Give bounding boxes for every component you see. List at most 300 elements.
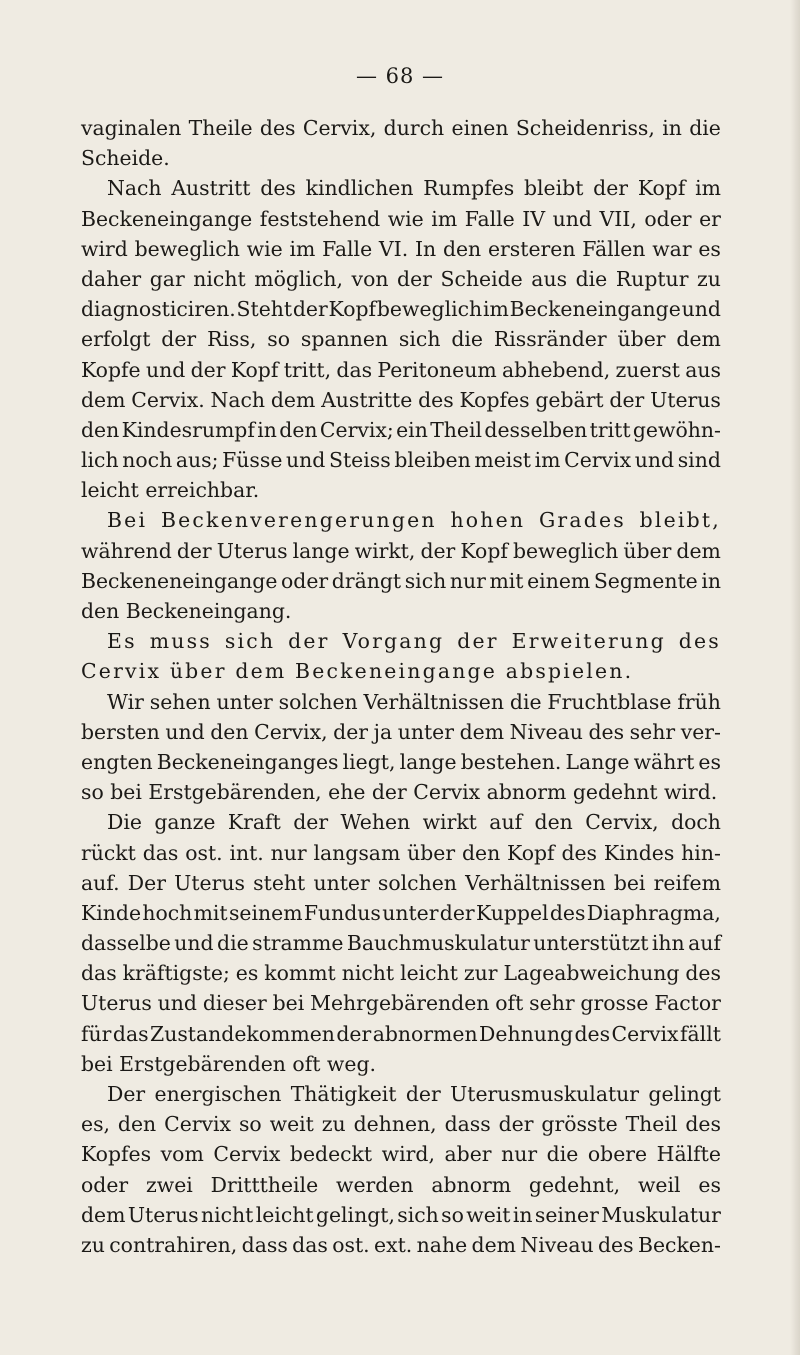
word: seinem — [228, 900, 303, 925]
word: Füsse — [222, 448, 283, 473]
word: nahe — [416, 1232, 468, 1257]
word: den — [81, 417, 120, 442]
text-line — [81, 1079, 721, 1109]
word: Beckeneingange — [81, 206, 253, 231]
word: es, — [81, 1112, 111, 1137]
word: tritt, — [283, 357, 332, 382]
word: des — [598, 1232, 634, 1257]
word: Cervix — [213, 1142, 281, 1167]
word: es — [235, 961, 259, 986]
word: feststehend — [259, 206, 381, 231]
word: bleibt — [523, 176, 584, 201]
word: fällt — [679, 1021, 721, 1046]
word: noch — [122, 448, 173, 473]
word: Falle — [464, 206, 515, 231]
text-line — [81, 294, 721, 324]
word: abnorm — [431, 1172, 512, 1197]
word: so — [441, 1202, 464, 1227]
word: oder — [81, 1172, 129, 1197]
word: zur — [463, 961, 498, 986]
word: sehen — [149, 689, 211, 714]
text-line — [81, 204, 721, 234]
text-line — [81, 264, 721, 294]
word: des — [588, 719, 625, 744]
word: zu — [697, 266, 721, 291]
word: und — [157, 991, 197, 1016]
word: weit — [466, 1202, 511, 1227]
word: der — [420, 538, 456, 563]
word: Der — [127, 870, 166, 895]
word: rückt — [81, 840, 136, 865]
word: grosse — [580, 991, 649, 1016]
word: den — [279, 417, 318, 442]
word: der — [439, 900, 475, 925]
word: ganze — [154, 810, 216, 835]
word: der — [288, 629, 330, 654]
word: wie — [246, 236, 283, 261]
word: Uterus — [216, 538, 288, 563]
word: Wehen — [340, 810, 411, 835]
word: Beckeneinganges — [156, 749, 339, 774]
word: den — [442, 236, 482, 261]
word: die — [689, 116, 721, 140]
word: diagnosticiren. — [81, 297, 236, 322]
word: Kinde — [81, 900, 142, 925]
word: Austritte — [321, 387, 413, 412]
word: aus — [531, 266, 568, 291]
word: Theile — [188, 116, 253, 140]
word: Bei — [107, 508, 148, 533]
word: das — [112, 1021, 149, 1046]
word: Lageabweichung — [503, 961, 680, 986]
word: energischen — [154, 1082, 282, 1106]
word: der — [593, 176, 629, 201]
word: Kindes — [603, 840, 675, 865]
word: der — [405, 1082, 441, 1106]
text-line — [81, 868, 721, 898]
word: beweglich — [134, 236, 240, 261]
word: dass — [444, 1112, 491, 1137]
word: Cervix, — [585, 810, 659, 835]
word: In — [414, 236, 437, 261]
word: Rissränder — [493, 327, 607, 352]
word: auf — [688, 931, 721, 956]
word: Der — [107, 1082, 146, 1106]
word: früh — [677, 689, 721, 714]
word: drängt — [331, 568, 402, 593]
text-line — [81, 385, 721, 415]
word: ihn — [651, 931, 685, 956]
word: seiner — [534, 1202, 599, 1227]
word: Steiss — [329, 448, 391, 473]
word: der — [336, 1021, 372, 1046]
text-line: Scheide. — [81, 146, 170, 171]
word: es — [698, 749, 721, 774]
word: im — [431, 206, 458, 231]
word: Grades — [538, 508, 626, 533]
word: gedehnt, — [528, 1172, 621, 1197]
word: Cervix — [611, 1021, 679, 1046]
text-line — [81, 928, 721, 958]
word: bersten — [81, 719, 160, 744]
word: Uterus — [174, 870, 245, 895]
text-line — [81, 355, 721, 385]
word: auf — [489, 810, 523, 835]
word: und — [286, 448, 326, 473]
word: und — [552, 206, 592, 231]
word: gewöhn- — [632, 417, 721, 442]
word: das — [81, 961, 117, 986]
word: mit — [193, 900, 228, 925]
word: Uterus — [127, 1202, 199, 1227]
word: des — [685, 1112, 721, 1137]
word: unter — [313, 870, 370, 895]
word: VII, — [599, 206, 637, 231]
word: Beckeneneingange — [81, 568, 278, 593]
word: Uterus — [81, 991, 152, 1016]
word: stramme — [252, 931, 344, 956]
word: Kopf — [507, 840, 555, 865]
text-line — [81, 1170, 721, 1200]
word: beweglich — [513, 538, 619, 563]
word: dem — [471, 1232, 516, 1257]
word: die — [509, 689, 542, 714]
word: es — [698, 236, 721, 261]
word: nicht — [341, 961, 395, 986]
text-line — [81, 747, 721, 777]
word: Kopf — [230, 357, 279, 382]
word: Mehrgebärenden — [310, 991, 490, 1016]
word: Niveau — [520, 1232, 594, 1257]
word: oder — [644, 206, 692, 231]
word: möglich, — [254, 266, 343, 291]
text-line: leicht erreichbar. — [81, 478, 260, 503]
word: contrahiren, — [109, 1232, 238, 1257]
word: obere — [587, 1142, 648, 1167]
word: Zustandekommen — [150, 1021, 335, 1046]
word: sich — [224, 629, 276, 654]
word: das — [142, 840, 179, 865]
text-line — [81, 173, 721, 203]
word: vom — [160, 1142, 204, 1167]
word: Es — [107, 629, 137, 654]
word: kindlichen — [305, 176, 414, 201]
word: Factor — [654, 991, 721, 1016]
word: Niveau — [509, 719, 583, 744]
text-line — [81, 1109, 721, 1139]
word: sich — [397, 1202, 439, 1227]
text-line: Cervix über dem Beckeneingange abspielen. — [81, 659, 634, 684]
word: nur — [270, 840, 307, 865]
word: Kraft — [227, 810, 281, 835]
word: im — [482, 297, 509, 322]
word: des — [678, 629, 721, 654]
word: dem — [81, 387, 126, 412]
text-line — [81, 445, 721, 475]
word: aus; — [175, 448, 219, 473]
word: dem — [270, 387, 316, 412]
word: und — [634, 448, 675, 473]
word: Fällen — [582, 236, 646, 261]
word: ersteren — [487, 236, 576, 261]
word: der — [176, 538, 212, 563]
word: der — [190, 357, 226, 382]
word: muss — [149, 629, 212, 654]
word: Uterusmuskulatur — [450, 1082, 640, 1106]
text-line — [81, 415, 721, 445]
word: bleibt, — [639, 508, 721, 533]
word: die — [217, 931, 249, 956]
page-edge-shadow — [790, 0, 800, 1355]
word: Kopf — [637, 176, 686, 201]
word: oder — [281, 568, 329, 593]
word: Bauchmuskulatur — [346, 931, 530, 956]
word: tritt — [589, 417, 631, 442]
word: solchen — [377, 870, 457, 895]
text-line: den Beckeneingang. — [81, 599, 292, 623]
word: über — [617, 327, 666, 352]
word: gelingt — [648, 1082, 721, 1106]
word: wird — [81, 236, 128, 261]
text-line — [81, 324, 721, 354]
word: Segmente — [593, 568, 698, 593]
word: über — [407, 840, 456, 865]
word: reifem — [653, 870, 721, 895]
word: dem — [676, 538, 721, 563]
word: doch — [671, 810, 721, 835]
word: er — [699, 206, 721, 231]
word: hin- — [681, 840, 721, 865]
word: sich — [404, 568, 447, 593]
word: Theil — [625, 1112, 678, 1137]
word: gar — [149, 266, 185, 291]
word: in — [512, 1202, 533, 1227]
word: Becken- — [637, 1232, 721, 1257]
word: Kopf — [328, 297, 377, 322]
word: weil — [637, 1172, 681, 1197]
word: der — [609, 387, 645, 412]
word: abnormen — [372, 1021, 478, 1046]
word: den — [534, 810, 573, 835]
word: Scheidenriss, — [515, 116, 655, 140]
word: zuerst — [615, 357, 680, 382]
word: Peritoneum — [377, 357, 497, 382]
word: wirkt, — [354, 538, 416, 563]
word: Thätigkeit — [290, 1082, 397, 1106]
word: Kopfes — [459, 387, 530, 412]
word: aber — [444, 1142, 492, 1167]
word: dem — [81, 1202, 126, 1227]
word: bei — [613, 870, 646, 895]
text-line — [81, 1200, 721, 1230]
word: kommt — [264, 961, 336, 986]
text-line — [81, 505, 721, 535]
word: während — [81, 538, 172, 563]
word: int. — [229, 840, 264, 865]
word: im — [289, 236, 316, 261]
word: ost. — [332, 1232, 370, 1257]
word: so — [238, 1112, 262, 1137]
word: sehr — [629, 719, 676, 744]
word: erfolgt — [81, 327, 151, 352]
word: Die — [107, 810, 142, 835]
word: Uterus — [650, 387, 721, 412]
word: den — [117, 1112, 157, 1137]
word: lich — [81, 448, 119, 473]
word: Dehnung — [479, 1021, 574, 1046]
word: Cervix; — [319, 417, 394, 442]
word: ost. — [185, 840, 223, 865]
word: Steht — [236, 297, 293, 322]
word: Austritt — [171, 176, 251, 201]
word: grösste — [541, 1112, 618, 1137]
word: Lange — [565, 749, 630, 774]
word: Kopf — [460, 538, 508, 563]
word: es — [698, 1172, 721, 1197]
text-line — [81, 234, 721, 264]
word: in — [701, 568, 721, 593]
word: den — [461, 840, 501, 865]
word: Theil — [430, 417, 483, 442]
text-line — [81, 626, 721, 656]
word: Dritttheile — [210, 1172, 319, 1197]
word: einen — [451, 116, 509, 140]
text-line — [81, 717, 721, 747]
word: langsam — [313, 840, 401, 865]
word: der — [293, 810, 329, 835]
word: ver- — [680, 719, 721, 744]
word: hoch — [142, 900, 193, 925]
word: dieser — [202, 991, 267, 1016]
word: steht — [253, 870, 306, 895]
word: auf. — [81, 870, 120, 895]
word: Beckenverengerungen — [160, 508, 437, 533]
word: hohen — [450, 508, 526, 533]
word: sich — [398, 327, 441, 352]
word: Wir — [107, 689, 144, 714]
word: zu — [321, 1112, 346, 1137]
text-line — [81, 1139, 721, 1169]
word: der — [397, 266, 432, 291]
word: nicht — [200, 1202, 254, 1227]
word: leicht — [400, 961, 458, 986]
word: wird, — [381, 1142, 435, 1167]
word: im — [695, 176, 721, 201]
word: von — [351, 266, 389, 291]
word: Kopfes — [81, 1142, 152, 1167]
word: Hälfte — [656, 1142, 721, 1167]
word: bestehen. — [460, 749, 562, 774]
word: wie — [387, 206, 424, 231]
word: das — [336, 357, 373, 382]
word: unterstützt — [533, 931, 649, 956]
word: Cervix. — [131, 387, 205, 412]
word: in — [257, 417, 277, 442]
word: Nach — [210, 387, 266, 412]
word: der — [457, 629, 499, 654]
text-line — [81, 958, 721, 988]
word: dasselbe — [81, 931, 171, 956]
word: nur — [501, 1142, 538, 1167]
word: bleiben — [394, 448, 471, 473]
word: und — [681, 297, 721, 322]
word: Nach — [107, 176, 162, 201]
word: nur — [449, 568, 486, 593]
word: Kindesrumpf — [121, 417, 255, 442]
word: bei — [272, 991, 305, 1016]
word: das — [292, 1232, 328, 1257]
word: im — [534, 448, 561, 473]
word: oft — [495, 991, 524, 1016]
word: Erweiterung — [511, 629, 666, 654]
word: für — [81, 1021, 112, 1046]
word: spannen — [300, 327, 389, 352]
text-line — [81, 536, 721, 566]
word: dehnen, — [353, 1112, 437, 1137]
word: Cervix — [564, 448, 632, 473]
word: werden — [336, 1172, 414, 1197]
word: desselben — [484, 417, 588, 442]
word: dem — [676, 327, 721, 352]
word: ein — [396, 417, 428, 442]
word: Kuppel — [475, 900, 549, 925]
word: ext. — [374, 1232, 413, 1257]
word: währt — [633, 749, 695, 774]
text-line — [81, 1230, 721, 1260]
word: über — [623, 538, 672, 563]
word: mit — [489, 568, 524, 593]
word: Ruptur — [615, 266, 689, 291]
word: so — [267, 327, 290, 352]
word: gebärt — [535, 387, 604, 412]
word: VI. — [378, 236, 409, 261]
word: einem — [527, 568, 591, 593]
word: Cervix, — [254, 719, 328, 744]
word: ja — [373, 719, 393, 744]
word: aus — [685, 357, 721, 382]
word: meist — [474, 448, 531, 473]
word: war — [652, 236, 692, 261]
word: des — [561, 840, 598, 865]
word: liegt, — [342, 749, 396, 774]
word: Fruchtblase — [547, 689, 672, 714]
word: des — [549, 900, 586, 925]
text-line — [81, 566, 721, 596]
text-line — [81, 1019, 721, 1049]
text-line: bei Erstgebärenden oft weg. — [81, 1051, 376, 1076]
word: der — [161, 327, 197, 352]
word: engten — [81, 749, 153, 774]
word: IV — [522, 206, 546, 231]
word: der — [498, 1112, 534, 1137]
word: den — [210, 719, 249, 744]
word: unter — [397, 719, 454, 744]
body-text — [81, 113, 721, 1260]
word: lange — [399, 749, 457, 774]
word: Muskulatur — [601, 1202, 721, 1227]
word: die — [451, 327, 484, 352]
word: der — [292, 297, 328, 322]
word: in — [662, 116, 682, 140]
word: Verhältnissen — [363, 689, 505, 714]
word: durch — [383, 116, 445, 140]
word: und — [174, 931, 214, 956]
word: Beckeneingange — [509, 297, 681, 322]
word: Vorgang — [342, 629, 445, 654]
word: wirkt — [422, 810, 477, 835]
word: Diaphragma, — [586, 900, 721, 925]
word: leicht — [255, 1202, 314, 1227]
